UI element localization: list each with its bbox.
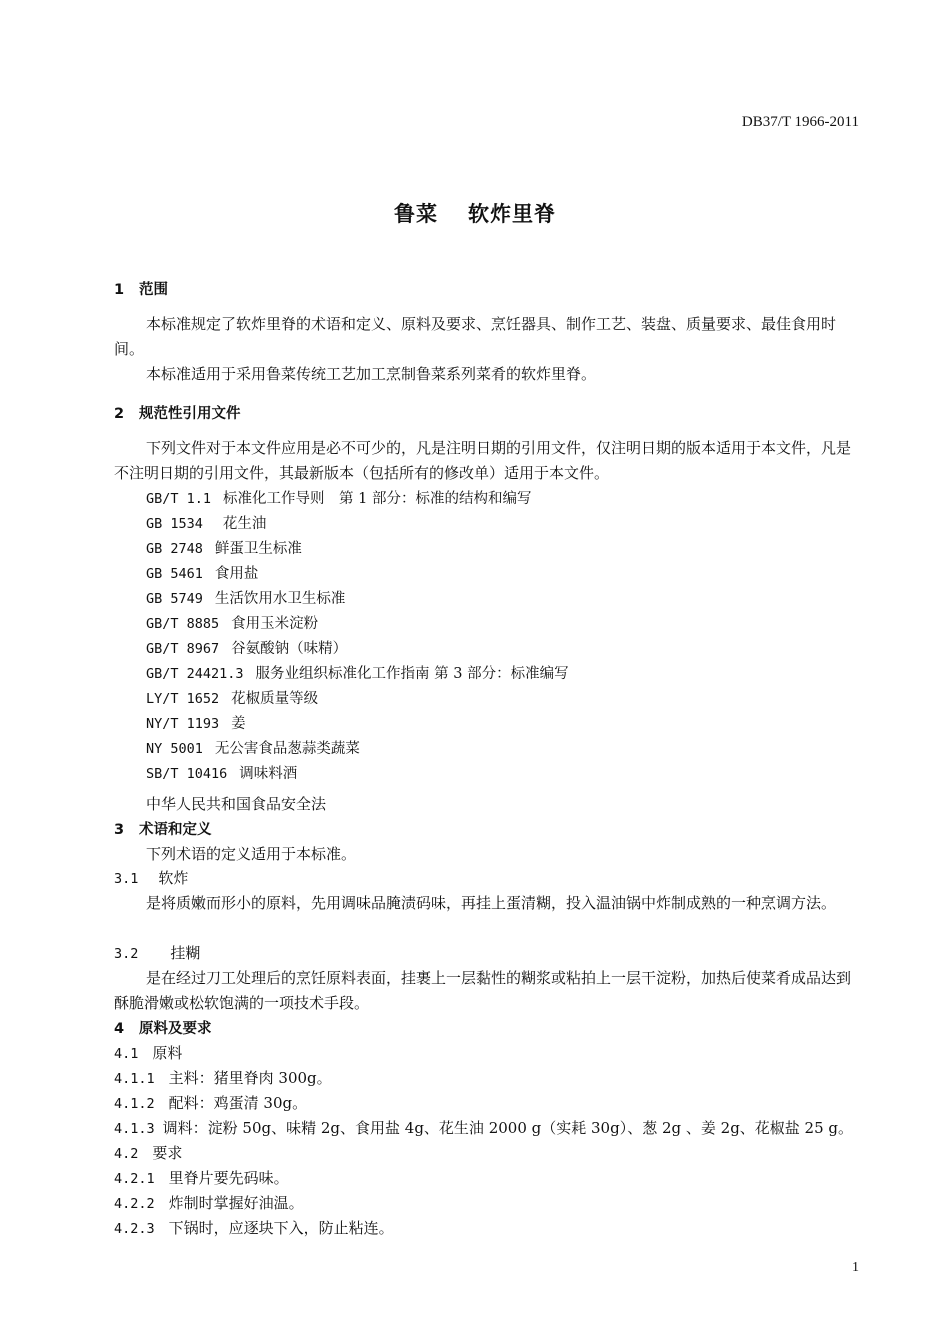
- section-heading-materials: [114, 1017, 212, 1038]
- reference-item: [146, 612, 318, 633]
- subclause: [114, 1117, 853, 1138]
- term-number: 3.1: [114, 871, 139, 887]
- section-number: 1: [114, 282, 125, 298]
- clause-text: 下锅时，应逐块下入，防止粘连。: [168, 1219, 394, 1237]
- section-heading-terms: [114, 818, 212, 839]
- terms-intro: 下列术语的定义适用于本标准。: [146, 845, 357, 863]
- reference-item: [146, 687, 318, 708]
- title-dish: 软炸里脊: [468, 202, 556, 226]
- reference-code: NY 5001: [146, 741, 203, 757]
- reference-item: [146, 512, 266, 533]
- reference-title: 服务业组织标准化工作指南 第 3 部分：标准编写: [255, 666, 569, 682]
- clause-number: 4.1.2: [114, 1096, 155, 1112]
- clause-text: 配料：鸡蛋清 30g。: [168, 1094, 308, 1112]
- term-definition: 是将质嫩而形小的原料，先用调味品腌渍码味，再挂上蛋清糊，投入温油锅中炸制成熟的一种烹调方法。: [146, 894, 837, 912]
- section-heading-normative-references: [114, 402, 241, 423]
- clause-text: 主料：猪里脊肉 300g。: [168, 1069, 332, 1087]
- term-name: 软炸: [158, 869, 189, 887]
- reference-title: 食用玉米淀粉: [231, 616, 319, 632]
- reference-title: 生活饮用水卫生标准: [214, 591, 346, 607]
- reference-code: LY/T 1652: [146, 691, 220, 707]
- references-paragraph: 下列文件对于本文件应用是必不可少的，凡是注明日期的引用文件，仅注明日期的版本适用于本文件，凡是不注明日期的引用文件，其最新版本（包括所有的修改单）适用于本文件。: [114, 439, 852, 482]
- subclause: [114, 1067, 332, 1088]
- reference-item: [146, 562, 258, 583]
- section-title: 规范性引用文件: [139, 406, 241, 422]
- clause-number: 4.1.3: [114, 1121, 155, 1137]
- page-number: 1: [852, 1260, 859, 1275]
- clause-number: 4.2.2: [114, 1196, 155, 1212]
- subclause: [114, 1192, 304, 1213]
- subclause: [114, 1142, 182, 1163]
- term-definition: 是在经过刀工处理后的烹饪原料表面，挂裹上一层黏性的糊浆或粘拍上一层干淀粉，加热后使菜肴成品达到酥脆滑嫩或松软饱满的一项技术手段。: [114, 969, 852, 1012]
- reference-law: 中华人民共和国食品安全法: [146, 795, 327, 813]
- clause-number: 4.1.1: [114, 1071, 155, 1087]
- section-title: 术语和定义: [139, 822, 212, 838]
- reference-code: GB 5461: [146, 566, 203, 582]
- section-number: 4: [114, 1021, 125, 1037]
- reference-code: GB 5749: [146, 591, 203, 607]
- clause-number: 4.2.1: [114, 1171, 155, 1187]
- scope-paragraph-2: 本标准适用于采用鲁菜传统工艺加工烹制鲁菜系列菜肴的软炸里脊。: [146, 365, 597, 383]
- title-cuisine: 鲁菜: [394, 202, 438, 226]
- reference-item: [146, 762, 297, 783]
- reference-code: GB/T 8885: [146, 616, 220, 632]
- reference-code: GB/T 1.1: [146, 491, 212, 507]
- reference-item: [146, 587, 345, 608]
- subclause: [114, 1167, 289, 1188]
- section-title: 范围: [139, 282, 168, 298]
- clause-text: 炸制时掌握好油温。: [168, 1194, 304, 1212]
- term-name: 挂糊: [170, 944, 201, 962]
- reference-item: [146, 537, 302, 558]
- reference-title: 鲜蛋卫生标准: [214, 541, 302, 557]
- subclause: [114, 1042, 182, 1063]
- reference-item: [146, 637, 347, 658]
- reference-code: GB 1534: [146, 516, 203, 532]
- term-heading: [114, 942, 200, 963]
- section-heading-scope: [114, 278, 168, 299]
- section-title: 原料及要求: [139, 1021, 212, 1037]
- clause-number: 4.2.3: [114, 1221, 155, 1237]
- reference-code: GB/T 24421.3: [146, 666, 244, 682]
- reference-title: 无公害食品葱蒜类蔬菜: [214, 741, 360, 757]
- reference-item: [146, 487, 531, 508]
- term-number: 3.2: [114, 946, 139, 962]
- clause-text: 里脊片要先码味。: [168, 1169, 289, 1187]
- reference-title: 花椒质量等级: [231, 691, 319, 707]
- reference-item: [146, 712, 246, 733]
- reference-title: 食用盐: [214, 566, 259, 582]
- reference-code: NY/T 1193: [146, 716, 220, 732]
- reference-code: GB/T 8967: [146, 641, 220, 657]
- reference-title: 姜: [231, 716, 246, 732]
- clause-text: 原料: [152, 1044, 183, 1062]
- reference-item: [146, 662, 569, 683]
- document-title: [0, 198, 950, 228]
- clause-number: 4.2: [114, 1146, 139, 1162]
- reference-item: [146, 737, 360, 758]
- subclause: [114, 1092, 307, 1113]
- term-heading: [114, 867, 188, 888]
- clause-text: 调料：淀粉 50g、味精 2g、食用盐 4g、花生油 2000 g（实耗 30g）、葱 2g 、姜 2g、花椒盐 25 g。: [162, 1119, 854, 1137]
- reference-code: SB/T 10416: [146, 766, 228, 782]
- reference-title: 调味料酒: [239, 766, 298, 782]
- reference-code: GB 2748: [146, 541, 203, 557]
- scope-paragraph-1: 本标准规定了软炸里脊的术语和定义、原料及要求、烹饪器具、制作工艺、装盘、质量要求、最佳食用时间。: [114, 315, 837, 358]
- section-number: 2: [114, 406, 125, 422]
- standard-code: DB37/T 1966-2011: [741, 114, 859, 130]
- reference-title: 标准化工作导则 第 1 部分：标准的结构和编写: [223, 491, 532, 507]
- reference-title: 花生油: [222, 516, 267, 532]
- subclause: [114, 1217, 394, 1238]
- section-number: 3: [114, 822, 125, 838]
- clause-text: 要求: [152, 1144, 183, 1162]
- reference-title: 谷氨酸钠（味精）: [231, 641, 348, 657]
- clause-number: 4.1: [114, 1046, 139, 1062]
